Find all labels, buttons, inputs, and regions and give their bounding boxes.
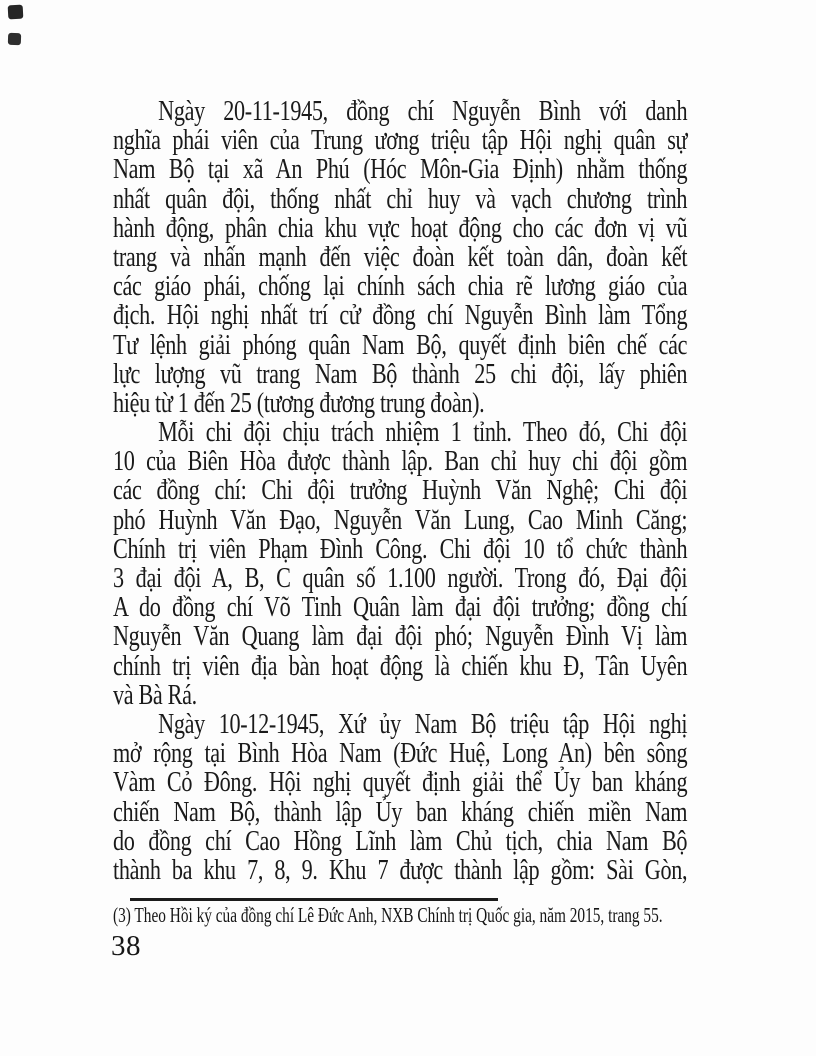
text-line: Nam Bộ tại xã An Phú (Hóc Môn-Gia Định) nhằm thống	[113, 154, 688, 186]
body-text	[113, 97, 687, 885]
text-line: Nguyễn Văn Quang làm đại đội phó; Nguyễn Đình Vị làm	[113, 621, 688, 653]
text-line: lực lượng vũ trang Nam Bộ thành 25 chi đội, lấy phiên	[113, 358, 688, 390]
text-line: và Bà Rá.	[113, 679, 197, 711]
text-line: A do đồng chí Võ Tinh Quân làm đại đội trưởng; đồng chí	[113, 592, 688, 624]
text-line: Ngày 20-11-1945, đồng chí Nguyễn Bình với danh	[158, 96, 688, 127]
text-line: nghĩa phái viên của Trung ương triệu tập Hội nghị quân sự	[113, 125, 688, 157]
footnote-divider	[130, 898, 498, 901]
text-line: chính trị viên địa bàn hoạt động là chiến khu Đ, Tân Uyên	[113, 650, 688, 682]
text-line: các giáo phái, chống lại chính sách chia rẽ lương giáo của	[113, 271, 688, 303]
text-line: trang và nhấn mạnh đến việc đoàn kết toàn dân, đoàn kết	[113, 241, 688, 273]
text-line: nhất quân đội, thống nhất chỉ huy và vạch chương trình	[113, 183, 688, 215]
paragraph	[113, 418, 687, 710]
text-line: hiệu từ 1 đến 25 (tương đương trung đoàn).	[113, 387, 485, 419]
text-line: chiến Nam Bộ, thành lập Ủy ban kháng chiến miền Nam	[113, 796, 688, 828]
text-line: Chính trị viên Phạm Đình Công. Chi đội 10 tổ chức thành	[113, 533, 688, 565]
text-line: mở rộng tại Bình Hòa Nam (Đức Huệ, Long An) bên sông	[113, 738, 688, 770]
text-line: 10 của Biên Hòa được thành lập. Ban chỉ huy chi đội gồm	[113, 446, 688, 478]
text-line: hành động, phân chia khu vực hoạt động cho các đơn vị vũ	[113, 212, 688, 244]
text-line: Tư lệnh giải phóng quân Nam Bộ, quyết định biên chế các	[113, 329, 688, 361]
text-line: phó Huỳnh Văn Đạo, Nguyễn Văn Lung, Cao Minh Căng;	[113, 504, 688, 536]
text-line: Mỗi chi đội chịu trách nhiệm 1 tỉnh. Theo đó, Chi đội	[158, 417, 688, 449]
text-line: 3 đại đội A, B, C quân số 1.100 người. Trong đó, Đại đội	[113, 563, 688, 594]
paragraph	[113, 97, 687, 418]
scan-artifact-icon	[8, 33, 21, 45]
text-line: Vàm Cỏ Đông. Hội nghị quyết định giải thể Ủy ban kháng	[113, 767, 688, 799]
text-line: các đồng chí: Chi đội trưởng Huỳnh Văn Nghệ; Chi đội	[113, 475, 688, 507]
text-line: Ngày 10-12-1945, Xứ ủy Nam Bộ triệu tập Hội nghị	[158, 708, 688, 740]
paragraph	[113, 710, 687, 885]
text-line: thành ba khu 7, 8, 9. Khu 7 được thành lập gồm: Sài Gòn,	[113, 854, 688, 886]
scan-artifact-icon	[8, 5, 24, 20]
footnote: (3) Theo Hồi ký của đồng chí Lê Đức Anh, NXB Chính trị Quốc gia, năm 2015, trang 55.	[113, 903, 663, 927]
text-line: do đồng chí Cao Hồng Lĩnh làm Chủ tịch, chia Nam Bộ	[113, 825, 688, 857]
text-line: địch. Hội nghị nhất trí cử đồng chí Nguyễn Bình làm Tổng	[113, 300, 688, 332]
page-number: 38	[111, 930, 141, 962]
